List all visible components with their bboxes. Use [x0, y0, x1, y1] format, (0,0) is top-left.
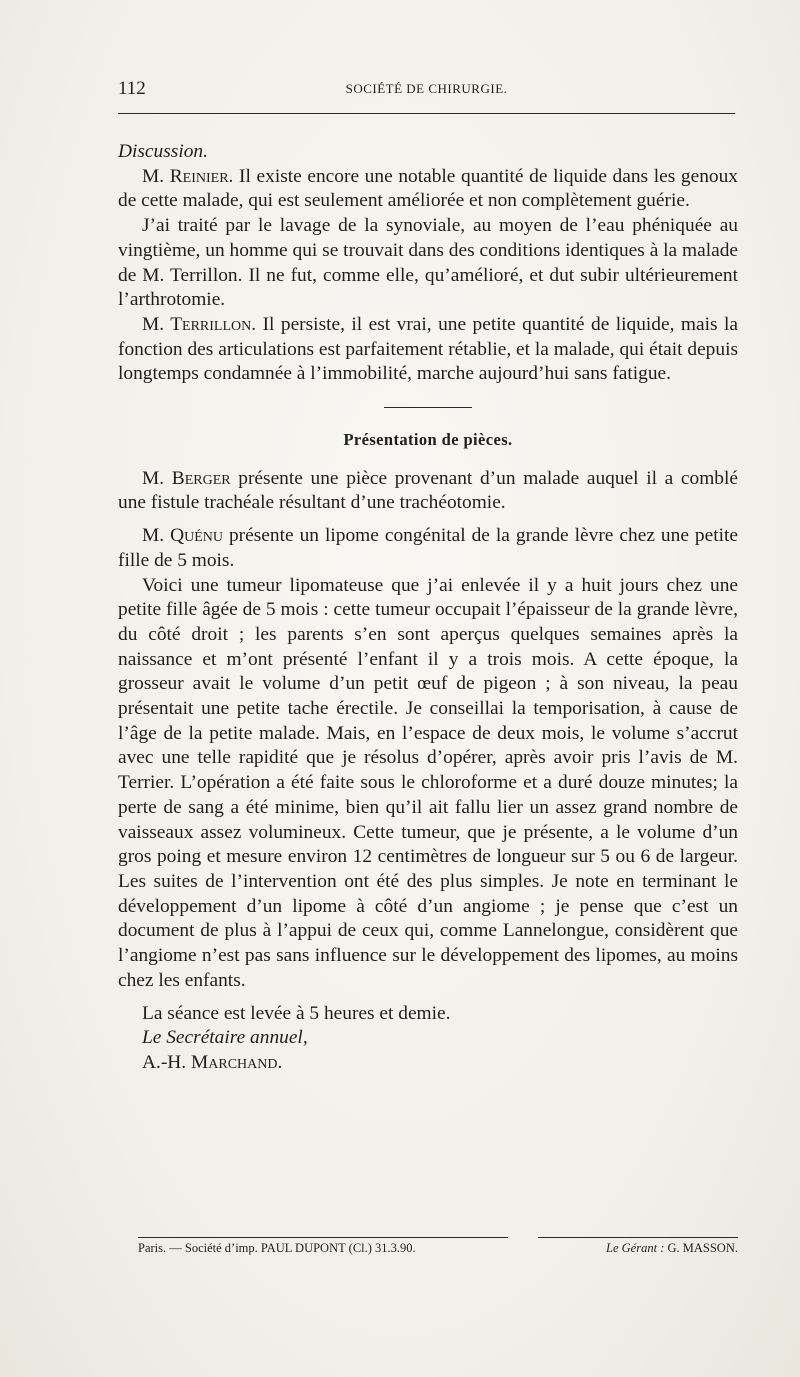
manager-line	[538, 1237, 738, 1256]
paragraph-quenu	[118, 524, 738, 573]
running-title: SOCIÉTÉ DE CHIRURGIE.	[345, 81, 508, 96]
paragraph-quenu-report: Voici une tumeur lipomateuse que j’ai enlevée il y a huit jours chez une petite fille âgée de 5 mois : cette tumeur occupait l’épaisseur de la grande lèvre, du côté droit ; les parents s’en sont aperçus quelques semaines après la naissance et m’ont présenté l’enfant il y a trois mois. A cette époque, la grosseur avait le volume d’un petit œuf de pigeon ; à son niveau, la peau présentait une petite tache érectile. Je conseillai la temporisation, à cause de l’âge de la petite malade. Mais, en l’espace de deux mois, le volume s’accrut avec une telle rapidité que je résolus d’opérer, après avoir pris l’avis de M. Terrier. L’opération a été faite sous le chloroforme et a duré douze minutes; la perte de sang a été minime, bien qu’il ait fallu lier un assez grand nombre de vaisseaux assez volumineux. Cette tumeur, que je présente, a le volume d’un gros poing et mesure environ 12 centimètres de longueur sur 5 ou 6 de largeur. Les suites de l’intervention ont été des plus simples. Je note en terminant le développement d’un lipome à côté d’un angiome ; je pense que c’est un document de plus à l’appui de ceux qui, comme Lannelongue, considèrent que l’angiome n’est pas sans influence sur le développement des lipomes, au moins chez les enfants.	[118, 574, 738, 991]
paragraph-berger	[118, 467, 738, 516]
speaker-berger: M. Berger	[142, 467, 231, 489]
speaker-terrillon: M. Terrillon.	[142, 313, 257, 335]
paragraph-terrillon	[118, 313, 738, 387]
page-number: 112	[118, 78, 146, 99]
header-rule	[118, 113, 735, 114]
signature-role: Le Secrétaire annuel,	[142, 1027, 308, 1049]
paragraph-reinier	[118, 165, 738, 214]
section-divider	[384, 407, 472, 408]
speaker-reinier: M. Reinier.	[142, 165, 234, 187]
paragraph-reinier-text: Il existe encore une notable quantité de liquide dans les genoux de cette malade, qui est seulement améliorée et non complètement guérie.	[118, 165, 739, 212]
printer-line: Paris. — Société d’imp. PAUL DUPONT (Cl.) 31.3.90.	[138, 1237, 508, 1256]
discussion-heading: Discussion.	[118, 141, 208, 162]
paragraph-reinier-2: J’ai traité par le lavage de la synoviale, au moyen de l’eau phéniquée au vingtième, un homme qui se trouvait dans des conditions identiques à la malade de M. Terrillon. Il ne fut, comme elle, qu’amélioré, et dut subir ultérieurement l’arthrotomie.	[118, 215, 738, 311]
speaker-quenu: M. Quénu	[142, 525, 223, 547]
closing-line: La séance est levée à 5 heures et demie.	[142, 1002, 451, 1024]
page-header	[118, 78, 735, 102]
article-body	[118, 140, 738, 1076]
paragraph-berger-text: présente une pièce provenant d’un malade auquel il a comblé une fistule trachéale résultant d’une trachéotomie.	[118, 467, 738, 514]
manager-label: Le Gérant :	[606, 1241, 665, 1255]
presentation-heading: Présentation de pièces.	[343, 430, 513, 450]
page-footer	[138, 1237, 738, 1257]
paragraph-terrillon-text: Il persiste, il est vrai, une petite quantité de liquide, mais la fonction des articulations est parfaitement rétablie, et la malade, qui était depuis longtemps condamnée à l’immobilité, marche aujourd’hui sans fatigue.	[118, 313, 738, 385]
signature-name: A.-H. Marchand.	[142, 1051, 283, 1073]
paragraph-quenu-text: présente un lipome congénital de la grande lèvre chez une petite fille de 5 mois.	[118, 525, 738, 571]
manager-name: G. MASSON.	[664, 1241, 738, 1255]
